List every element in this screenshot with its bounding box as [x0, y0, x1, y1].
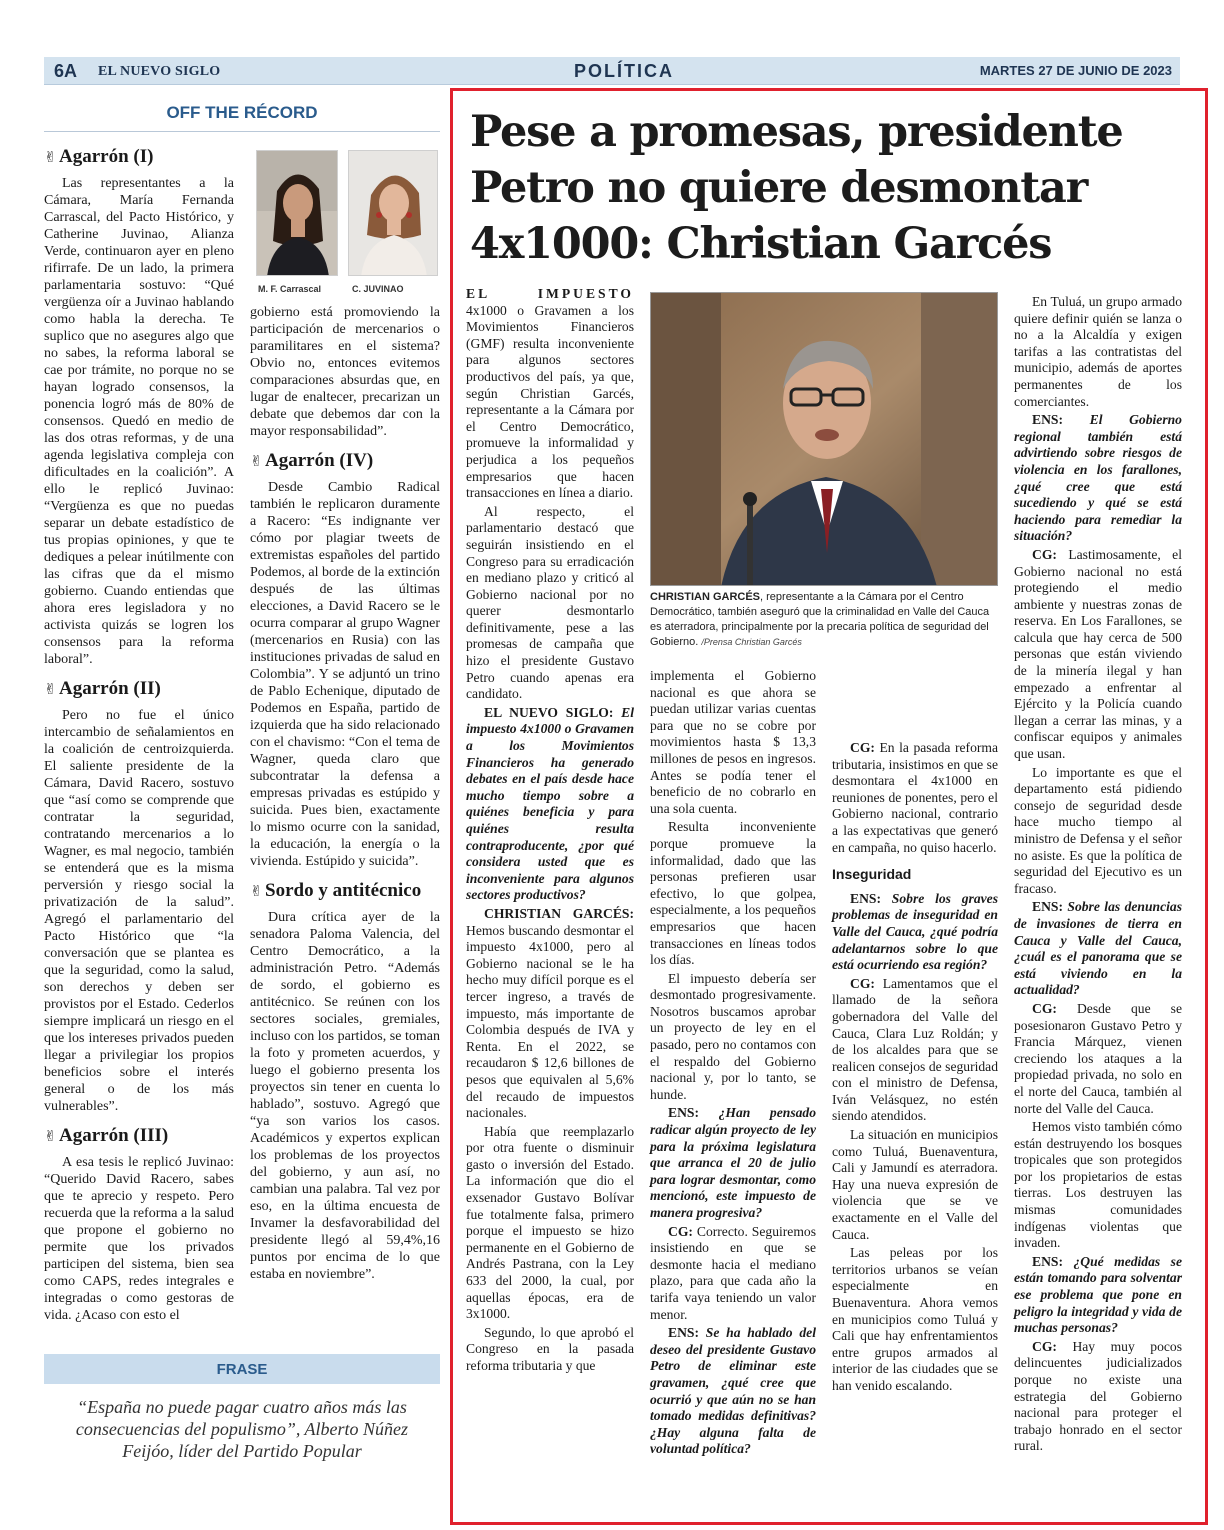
page-number: 6A [54, 61, 78, 81]
photo-carrascal [256, 150, 338, 276]
paragraph: En Tuluá, un grupo armado quiere definir quién se lanza o no a la Alcaldía y exigen tarifas a las contratistas del municipio, además de aportes permanentes de los comerciantes. [1014, 294, 1182, 409]
speaker-tag: CG: [850, 740, 875, 755]
article-photo [650, 292, 998, 586]
answer-text: Correcto. Seguiremos insistiendo en que se desmonte hacia el mediano plazo, para que cada año la tarifa vaya teniendo un valor menor. [650, 1223, 816, 1322]
hand-pointer-icon: ✌ [44, 680, 57, 698]
photo-juvinao [348, 150, 438, 276]
question-paragraph [650, 1325, 816, 1458]
answer-paragraph [466, 906, 634, 1122]
speaker-tag: ENS: [668, 1325, 699, 1341]
speaker-tag: ENS: [1032, 1253, 1063, 1269]
hand-pointer-icon: ✌ [44, 1127, 57, 1145]
heading-agarron-4 [250, 450, 440, 472]
hand-pointer-icon: ✌ [44, 148, 57, 166]
question-paragraph [1014, 412, 1182, 545]
question-paragraph [832, 891, 998, 974]
otr-column-1 [44, 146, 234, 1326]
article-column-1 [466, 286, 634, 1377]
heading-text: Agarrón (II) [59, 678, 161, 699]
question-text: El Gobierno regional también está advirtiendo sobre riesgos de violencia en los farallones, ¿qué cree que está sucediendo y qué se está haciendo para remediar la situación? [1014, 412, 1182, 544]
answer-text: En la pasada reforma tributaria, insistimos en que se desmontara el 4x1000 en reuniones de ponentes, pero el Gobierno nacional, contrario a las expectativas que generó en campaña, no quiso hacerlo. [832, 740, 998, 855]
christian-garces-photo [651, 293, 998, 586]
heading-agarron-2 [44, 678, 234, 700]
speaker-tag: ENS: [668, 1105, 699, 1121]
paragraph-text: implementa el Gobierno nacional es que ahora se puedan utilizar varias cuentas para que no se cobre por movimientos hasta $ 13,3 millones de pesos en ingresos. Antes se podía tener el beneficio de no cobrarlo en una sola cuenta. [650, 668, 816, 816]
paragraph: Dura crítica ayer de la senadora Paloma Valencia, del Centro Democrático, a la administración Petro. “Además de sordo, el gobierno es antitécnico. Se reúnen con los sectores sociales, gremiales, incluso con los partidos, se toman la foto y prometen acuerdos, y luego el gobierno presenta los proyectos sin tener en cuenta lo hablado”, sostuvo. Agregó que “ya son varios los casos. Académicos y expertos explican los problemas de los proyectos del gobierno, y aun así, no cambian una palabra. Tal vez por eso, en la última encuesta de Invamer la desfavorabilidad del presidente llegó al 59,4%,16 puntos por encima de lo que estaba en noviembre”. [250, 910, 440, 1282]
speaker-tag: ENS: [850, 890, 881, 906]
paragraph-text: 4x1000 o Gravamen a los Movimientos Financieros (GMF) resulta inconveniente para algunos sectores productivos del país, ya que, según Christian Garcés, representante a la Cámara por el Centro Democrático, promueve la informalidad y perjudica a los pequeños empresarios que hacen transacciones en línea a diario. [466, 302, 634, 501]
paragraph: A esa tesis le replicó Juvinao: “Querido David Racero, sabes que te aprecio y respeto. Pero recuerda que la reforma a la salud que propone el gobierno no permite que los privados participen del sistema, bien sea como CAPS, redes integrales e integradas o como gestoras de vida. ¿Acaso con esto el [44, 1155, 234, 1323]
question-text: Se ha hablado del deseo del presidente Gustavo Petro de eliminar este gravamen, ¿qué cree que ocurrió y que aún no se han tomado medidas definitivas? ¿Hay alguna falta de voluntad política? [650, 1325, 816, 1457]
otr-column-2 [250, 304, 440, 1285]
paragraph: Desde Cambio Radical también le replicaron duramente a Racero: “Es indignante ver cómo por plagiar tweets de extremistas españoles del partido Podemos, al borde de la extinción después de las últimas elecciones, a David Racero se le ocurra comparar al grupo Wagner (mercenarios en Rusia) con las instituciones privadas de salud en Colombia”. Y se adjuntó un trino de Pablo Echenique, diputado de Podemos en España, partido de izquierda que ha sido relacionado con el chavismo: “Con el tema de Wagner, queda claro que subcontratar la defensa a empresas privadas es estúpido y suicida. Pues bien, exactamente lo mismo ocurre con la sanidad, la educación, la energía o la vivienda. Estúpido y suicida”. [250, 480, 440, 869]
off-the-record-rule [44, 131, 440, 132]
answer-text: Desde que se posesionaron Gustavo Petro y Francia Márquez, vienen creciendo los ataques a la propiedad privada, no solo en el norte del Cauca, también al norte del Valle del Cauca. [1014, 1000, 1182, 1116]
caption-text: , representante a la Cámara por el Centro Democrático, también aseguró que la criminalidad en Valle del Cauca es aterradora, principalmente por la precaria política de seguridad del Gobierno. [650, 591, 990, 648]
speaker-tag: CG: [668, 1223, 693, 1239]
paragraph: Lo importante es que el departamento está pidiendo consejo de seguridad desde hace mucho tiempo al ministro de Defensa y el señor no asiste. Es que la política de seguridad del Ejecutivo es un fracaso. [1014, 764, 1182, 896]
heading-agarron-1 [44, 146, 234, 168]
caption-name: CHRISTIAN GARCÉS [650, 591, 761, 603]
paragraph: La situación en municipios como Tuluá, Buenaventura, Cali y Jamundí es aterradora. Hay una nueva expresión de violencia que se ve exactamente en el Valle del Cauca. [832, 1127, 998, 1242]
question-text: ¿Han pensado radicar algún proyecto de ley para la próxima legislatura que arranca el 20 de julio para lograr desmontar, como mencionó, este impuesto de manera progresiva? [650, 1105, 816, 1220]
photo-credit: /Prensa Christian Garcés [701, 637, 802, 647]
photo-caption-juvinao: C. JUVINAO [352, 284, 404, 294]
question-text: El impuesto 4x1000 o Gravamen a los Movimientos Financieros ha generado debates en el país desde hace mucho tiempo sobre a quiénes beneficia y para quiénes resulta contraproducente, ¿por qué considera usted que es inconveniente para algunos sectores productivos? [466, 704, 635, 903]
paragraph-continued [650, 668, 816, 817]
frase-quote: “España no puede pagar cuatro años más las consecuencias del populismo”, Alberto Núñez Feijóo, líder del Partido Popular [75, 1397, 409, 1461]
answer-paragraph [1014, 1001, 1182, 1117]
heading-text: Agarrón (I) [59, 146, 154, 167]
question-paragraph [466, 705, 634, 904]
answer-text: Hay muy pocos delincuentes judicializados porque no existe una estrategia del Gobierno nacional para proteger el trabajo honrado en el sector rural. [1014, 1338, 1182, 1454]
heading-sordo [250, 880, 440, 902]
speaker-tag: CHRISTIAN GARCÉS: [484, 905, 634, 921]
paragraph: Las peleas por los territorios urbanos se veían especialmente en Buenaventura. Ahora vemos en municipios como Tuluá y Cali que hay enfrentamientos entre grupos armados al interior de las ciudades que se han venido escalando. [832, 1245, 998, 1393]
paragraph: Segundo, lo que aprobó el Congreso en la pasada reforma tributaria y que [466, 1324, 634, 1373]
off-the-record-title: OFF THE RÉCORD [166, 103, 318, 122]
answer-text: Hemos buscando desmontar el impuesto 4x1000, pero al Gobierno nacional se le ha hecho muy difícil porque es el tercer ingreso, a través de impuesto, más importante de Colombia después de IVA y Renta. En el 2022, se recaudaron $ 12,6 billones de pesos que equivalen al 5,6% del recaudo de impuestos nacionales. [466, 922, 634, 1121]
paragraph: Hemos visto también cómo están destruyendo los bosques tropicales que son protegidos por los propietarios de estas tierras. Los destruyen las mismas comunidades indígenas violentas que invaden. [1014, 1119, 1182, 1251]
article-headline [470, 104, 1190, 272]
answer-text: Lamentamos que el llamado de la señora gobernadora del Valle del Cauca, Clara Luz Roldán; y de los alcaldes para que se realicen consejos de seguridad con el ministro de Defensa, Iván Velásquez, no estén siendo atendidos. [832, 975, 998, 1124]
section-name: POLÍTICA [574, 61, 674, 81]
paragraph: Las representantes a la Cámara, María Fernanda Carrascal, del Pacto Histórico, y Catherine Juvinao, Alianza Verde, continuaron ayer en pleno rifirrafe. De un lado, la primera parlamentaria sostuvo: “Qué vergüenza oír a Juvinao hablando como habla la derecha. Te suplico que no asegures algo que no sabes, la reforma laboral se cae por trámite, no porque no se hayan logrado consensos, la ponencia logró más de 80% de consensos. Quedó en medio de las dos otras reformas, y de una agenda legislativa compleja con dificultades en la coalición”. A ello le replicó Juvinao: “Vergüenza es que no puedas separar un debate estadístico de tus propias opiniones, y que te dediques a pelear inútilmente con las cifras que da el mismo gobierno. Cuando entiendas que ahora eres legisladora y no activista quizás se logren los consensos para la reforma laboral”. [44, 176, 234, 667]
answer-paragraph [1014, 1339, 1182, 1455]
question-text: Sobre las denuncias de invasiones de tierra en Cauca y Valle del Cauca, ¿cuál es el panorama que se está viviendo en la actualidad? [1014, 899, 1182, 998]
paragraph: Al respecto, el parlamentario destacó que seguirán insistiendo en el Congreso para su erradicación en mediano plazo y criticó al Gobierno nacional por no querer desmontarlo definitivamente, pese a las promesas de campaña que hizo el presidente Gustavo Petro cuando apenas era candidato. [466, 503, 634, 702]
question-paragraph [1014, 899, 1182, 999]
paragraph: Resulta inconveniente porque promueve la informalidad, dado que las personas prefieren usar efectivo, lo que golpea, especialmente, a los pequeños empresarios que hacen transacciones en líneas todos los días. [650, 819, 816, 968]
heading-text: Agarrón (IV) [265, 450, 374, 471]
subsection-heading: Inseguridad [832, 866, 912, 883]
paragraph: El impuesto debería ser desmontado progresivamente. Nosotros buscamos aprobar un proyecto de ley en el pasado, pero no contamos con el respaldo del Gobierno nacional y, por lo tanto, se hunde. [650, 970, 816, 1102]
headline-line: Petro no quiere desmontar [470, 163, 1088, 213]
article-column-2 [650, 668, 816, 1460]
portrait-juvinao-image [349, 151, 438, 276]
article-column-4 [1014, 294, 1182, 1457]
answer-text: Lastimosamente, el Gobierno nacional no está protegiendo el medio ambiente y nuestras zonas de reserva. En Los Farallones, se calcula que hay cerca de 500 personas que están viviendo de la minería ilegal y han empezado a enfrentar al Ejército y la Policía cuando llegan a cerrar las minas, y a confiscar equipos y animales que usan. [1014, 546, 1182, 762]
speaker-tag: CG: [1032, 1000, 1057, 1016]
heading-agarron-3 [44, 1125, 234, 1147]
headline-line: Pese a promesas, presidente [470, 107, 1123, 157]
speaker-tag: EL NUEVO SIGLO: [484, 704, 614, 720]
paragraph [466, 286, 634, 502]
paragraph: Había que reemplazarlo por otra fuente o disminuir gasto o inversión del Estado. La información que dio el exsenador Gustavo Bolívar fue totalmente falsa, primero porque el impuesto se hizo permanente en el Gobierno de Andrés Pastrana, con la Ley 633 del 2000, la cual, por aquellas épocas, era de 3x1000. [466, 1123, 634, 1322]
hand-pointer-icon: ✌ [250, 882, 263, 900]
issue-date: MARTES 27 DE JUNIO DE 2023 [979, 63, 1172, 78]
question-paragraph [650, 1105, 816, 1221]
speaker-tag: CG: [1032, 546, 1057, 562]
answer-paragraph [1014, 547, 1182, 763]
question-text: ¿Qué medidas se están tomando para solventar ese problema que pone en peligro la integridad y vida de muchas personas? [1014, 1253, 1182, 1336]
speaker-tag: CG: [850, 975, 875, 991]
article-column-3 [832, 740, 998, 1397]
newspaper-name: EL NUEVO SIGLO [98, 64, 221, 79]
frase-label: FRASE [216, 1361, 268, 1378]
paragraph: Pero no fue el único intercambio de señalamientos en la coalición de centroizquierda. El saliente presidente de la Cámara, David Racero, sostuvo que “así como se comprende que contratar la seguridad, contratando mercenarios a lo Wagner, es mal negocio, también se entenderá que es la misma perversión y riesgo social la privatización de la salud”. Agregó el parlamentario del Pacto Histórico que “la conversación que se plantea es que la seguridad, como la salud, son derechos y deben ser provistos por el Estado. Cederlos siempre implicará un riesgo en el que los intereses privados pueden llegar a privilegiar los propios beneficios sobre el interés general o de los más vulnerables”. [44, 708, 234, 1114]
answer-paragraph [832, 740, 998, 856]
answer-paragraph [832, 976, 998, 1125]
portrait-carrascal-image [257, 151, 338, 276]
photo-caption-carrascal: M. F. Carrascal [258, 284, 322, 294]
article-photo-caption [650, 590, 1000, 650]
speaker-tag: ENS: [1032, 899, 1063, 915]
paragraph: gobierno está promoviendo la participación de mercenarios o paramilitares en el sistema? Obvio no, entonces evitemos comparaciones absurdas que, en lugar de enaltecer, precarizan un debate que debemos dar con la mayor responsabilidad”. [250, 305, 440, 439]
hand-pointer-icon: ✌ [250, 452, 263, 470]
question-paragraph [1014, 1254, 1182, 1337]
question-text: Sobre los graves problemas de inseguridad en Valle del Cauca, ¿qué podría adelantarnos sobre lo que está ocurriendo esa región? [832, 890, 998, 973]
heading-text: Agarrón (III) [59, 1125, 169, 1146]
heading-text: Sordo y antitécnico [265, 880, 422, 901]
headline-line: 4x1000: Christian Garcés [470, 219, 1052, 269]
speaker-tag: CG: [1032, 1338, 1057, 1354]
lead-word: EL IMPUESTO [466, 286, 634, 301]
speaker-tag: ENS: [1032, 412, 1063, 428]
answer-paragraph [650, 1224, 816, 1324]
